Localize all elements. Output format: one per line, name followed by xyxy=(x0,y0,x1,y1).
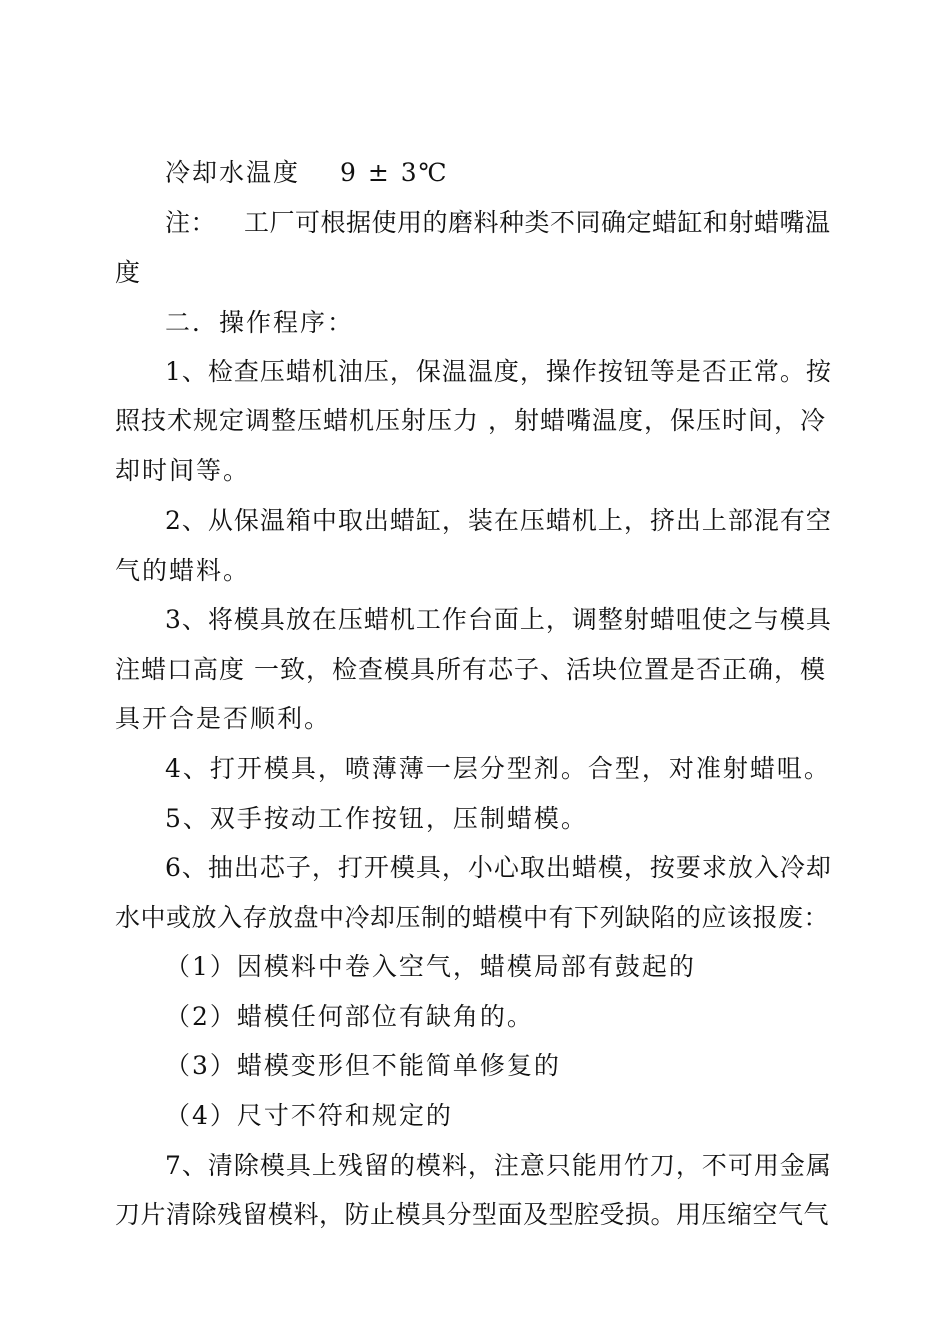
step-1-line-3: 却时间等。 xyxy=(115,456,251,485)
defect-item-4: （4）尺寸不符和规定的 xyxy=(165,1101,453,1130)
step-3-line-1: 3、将模具放在压蜡机工作台面上，调整射蜡咀使之与模具 xyxy=(165,605,832,634)
step-1-line-2: 照技术规定调整压蜡机压射压力 ，射蜡嘴温度，保压时间，冷 xyxy=(115,406,826,435)
step-1-line-1: 1、检查压蜡机油压，保温温度，操作按钮等是否正常。按 xyxy=(165,357,832,386)
step-6-line-2: 水中或放入存放盘中冷却压制的蜡模中有下列缺陷的应该报废： xyxy=(115,903,830,932)
step-4-line-1: 4、打开模具，喷薄薄一层分型剂。合型，对准射蜡咀。 xyxy=(165,754,831,783)
step-3-line-2: 注蜡口高度 一致，检查模具所有芯子、活块位置是否正确，模 xyxy=(115,655,826,684)
cooling-water-line xyxy=(165,158,449,188)
step-7-line-2: 刀片清除残留模料，防止模具分型面及型腔受损。用压缩空气气 xyxy=(115,1200,830,1229)
note-text-line1: 工厂可根据使用的磨料种类不同确定蜡缸和射蜡嘴温 xyxy=(244,208,831,237)
note-line-1 xyxy=(165,208,831,238)
cooling-water-label: 冷却水温度 xyxy=(165,158,301,187)
note-label: 注： xyxy=(165,208,217,237)
section-heading: 二．操作程序： xyxy=(165,308,355,337)
cooling-water-value: 9 ± 3℃ xyxy=(340,158,449,187)
step-7-line-1: 7、清除模具上残留的模料，注意只能用竹刀，不可用金属 xyxy=(165,1151,832,1180)
defect-item-2: （2）蜡模任何部位有缺角的。 xyxy=(165,1002,534,1031)
step-3-line-3: 具开合是否顺利。 xyxy=(115,704,332,733)
step-2-line-1: 2、从保温箱中取出蜡缸，装在压蜡机上，挤出上部混有空 xyxy=(165,506,832,535)
step-6-line-1: 6、抽出芯子，打开模具，小心取出蜡模，按要求放入冷却 xyxy=(165,853,832,882)
step-5-line-1: 5、双手按动工作按钮，压制蜡模。 xyxy=(165,804,588,833)
defect-item-3: （3）蜡模变形但不能简单修复的 xyxy=(165,1051,561,1080)
defect-item-1: （1）因模料中卷入空气，蜡模局部有鼓起的 xyxy=(165,952,696,981)
note-line-2: 度 xyxy=(115,258,143,287)
step-2-line-2: 气的蜡料。 xyxy=(115,556,251,585)
